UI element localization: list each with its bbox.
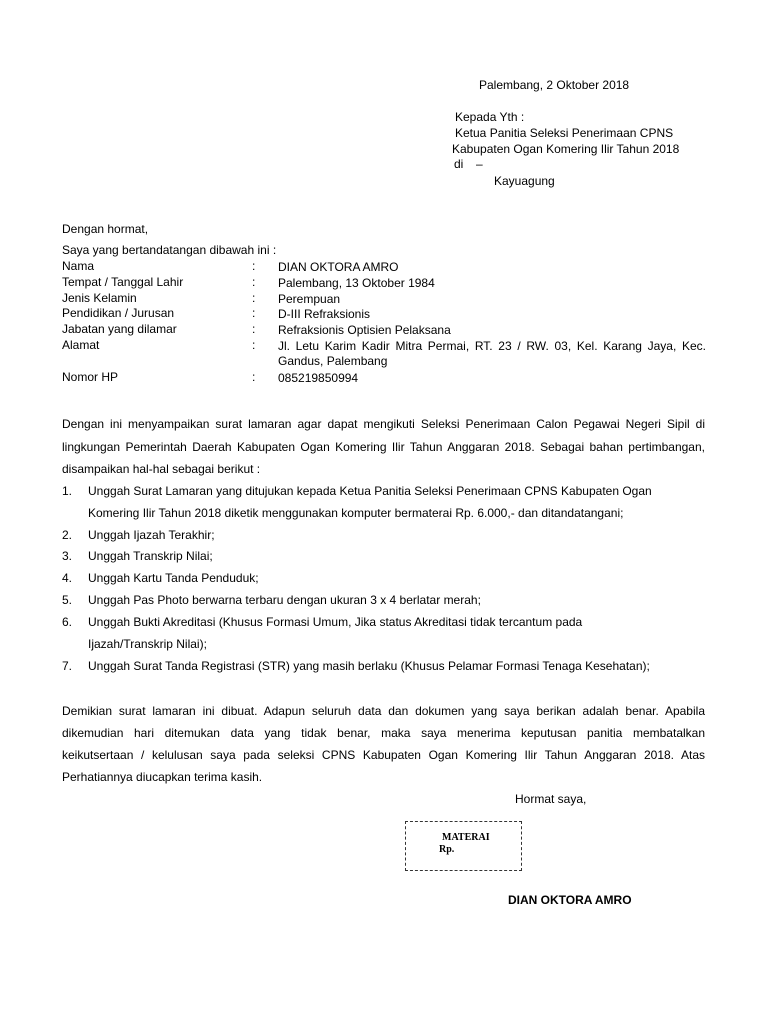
identity-label: Jenis Kelamin xyxy=(62,291,137,305)
identity-value: Refraksionis Optisien Pelaksana xyxy=(278,323,451,337)
body-line: Dengan ini menyampaikan surat lamaran agar dapat mengikuti Seleksi Penerimaan Calon Pegawai Negeri Sipil di xyxy=(62,417,705,431)
identity-colon: : xyxy=(252,275,256,289)
list-number: 3. xyxy=(62,549,73,563)
identity-value: Jl. Letu Karim Kadir Mitra Permai, RT. 23 / RW. 03, Kel. Karang Jaya, Kec. xyxy=(278,339,706,353)
identity-colon: : xyxy=(252,338,256,352)
list-item-cont: Ijazah/Transkrip Nilai); xyxy=(88,637,207,651)
body-line: disampaikan hal-hal sebagai berikut : xyxy=(62,462,261,476)
identity-row-position xyxy=(62,322,712,338)
identity-label: Nomor HP xyxy=(62,370,119,384)
identity-row-address xyxy=(62,338,712,370)
identity-value-cont: Gandus, Palembang xyxy=(278,354,388,368)
list-item: Unggah Kartu Tanda Penduduk; xyxy=(88,571,259,585)
stamp-label: MATERAI xyxy=(442,832,490,843)
identity-label: Nama xyxy=(62,259,95,273)
list-number: 1. xyxy=(62,484,73,498)
place-date: Palembang, 2 Oktober 2018 xyxy=(479,78,630,92)
identity-row-education xyxy=(62,306,712,322)
list-item-note: (Khusus Pelamar Formasi Tenaga Kesehatan); xyxy=(397,659,650,673)
greeting: Dengan hormat, xyxy=(62,222,149,236)
identity-colon: : xyxy=(252,306,256,320)
identity-row-gender xyxy=(62,291,712,307)
list-item-cont: Komering Ilir Tahun 2018 diketik menggunakan komputer bermaterai Rp. 6.000,- dan ditandatangani; xyxy=(88,506,624,520)
list-item xyxy=(88,659,650,673)
stamp-box xyxy=(405,821,522,871)
list-item: Unggah Bukti Akreditasi (Khusus Formasi Umum, Jika status Akreditasi tidak tercantum pada xyxy=(88,615,583,629)
identity-value: Perempuan xyxy=(278,292,341,306)
signature-closing: Hormat saya, xyxy=(515,792,587,806)
recipient-city: Kayuagung xyxy=(494,174,555,188)
list-item: Unggah Ijazah Terakhir; xyxy=(88,528,215,542)
signature-name: DIAN OKTORA AMRO xyxy=(508,893,632,907)
list-item: Unggah Surat Lamaran yang ditujukan kepada Ketua Panitia Seleksi Penerimaan CPNS Kabupaten Ogan xyxy=(88,484,652,498)
identity-value: D-III Refraksionis xyxy=(278,307,371,321)
list-number: 5. xyxy=(62,593,73,607)
identity-label: Jabatan yang dilamar xyxy=(62,322,177,336)
recipient-di: di xyxy=(454,157,464,171)
identity-value: Palembang, 13 Oktober 1984 xyxy=(278,276,435,290)
identity-label: Tempat / Tanggal Lahir xyxy=(62,275,184,289)
list-item: Unggah Transkrip Nilai; xyxy=(88,549,213,563)
identity-row-nama xyxy=(62,259,712,275)
identity-label: Alamat xyxy=(62,338,100,352)
identity-label: Pendidikan / Jurusan xyxy=(62,306,175,320)
list-number: 4. xyxy=(62,571,73,585)
recipient-line1: Ketua Panitia Seleksi Penerimaan CPNS xyxy=(455,126,674,140)
intro-line: Saya yang bertandatangan dibawah ini : xyxy=(62,243,277,257)
list-number: 7. xyxy=(62,659,73,673)
recipient-line2: Kabupaten Ogan Komering Ilir Tahun 2018 xyxy=(452,142,680,156)
list-item: Unggah Pas Photo berwarna terbaru dengan ukuran 3 x 4 berlatar merah; xyxy=(88,593,481,607)
list-item-main: Unggah Surat Tanda Registrasi (STR) yang masih berlaku xyxy=(88,659,398,673)
to-label: Kepada Yth : xyxy=(455,110,525,124)
list-number: 6. xyxy=(62,615,73,629)
closing-line: keikutsertaan / kelulusan saya pada seleksi CPNS Kabupaten Ogan Komering Ilir Tahun Anggaran 2018. Atas xyxy=(62,748,705,762)
identity-row-birth xyxy=(62,275,712,291)
identity-value: 085219850994 xyxy=(278,371,359,385)
body-line: lingkungan Pemerintah Daerah Kabupaten Ogan Komering Ilir Tahun Anggaran 2018. Sebagai bahan pertimbangan, xyxy=(62,440,705,454)
identity-row-phone xyxy=(62,370,712,386)
identity-value: DIAN OKTORA AMRO xyxy=(278,260,399,274)
closing-line: Demikian surat lamaran ini dibuat. Adapun seluruh data dan dokumen yang saya berikan adalah benar. Apabila xyxy=(62,704,705,718)
closing-line: Perhatiannya diucapkan terima kasih. xyxy=(62,770,263,784)
identity-colon: : xyxy=(252,370,256,384)
stamp-amount: Rp. xyxy=(439,844,455,855)
list-number: 2. xyxy=(62,528,73,542)
recipient-dash: – xyxy=(476,157,483,171)
identity-colon: : xyxy=(252,322,256,336)
identity-colon: : xyxy=(252,259,256,273)
closing-line: dikemudian hari ditemukan data yang tidak benar, maka saya menerima keputusan panitia membatalkan xyxy=(62,726,705,740)
identity-colon: : xyxy=(252,291,256,305)
